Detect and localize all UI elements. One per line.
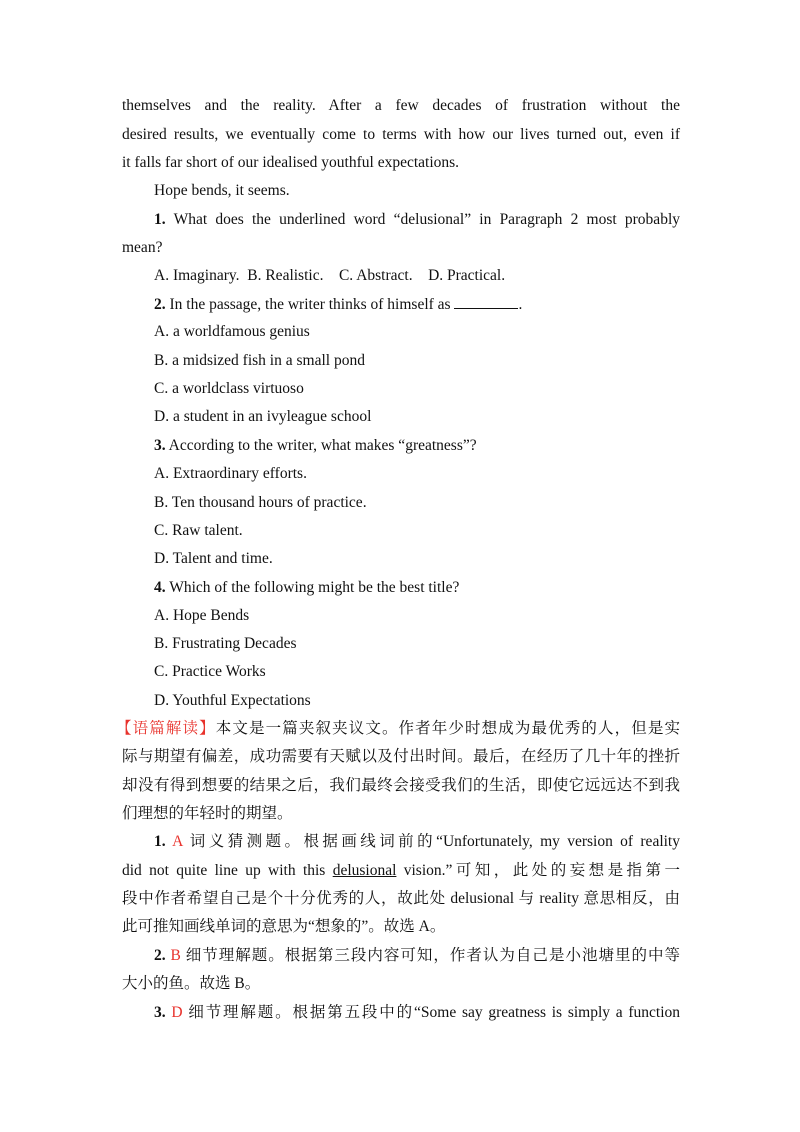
passage-line: Hope bends, it seems. — [154, 182, 290, 199]
answer-number: 3. — [154, 1004, 166, 1021]
option: C. a worldclass virtuoso — [154, 380, 304, 397]
option: D. a student in an ivyleague school — [154, 408, 372, 425]
question-number: 3. — [154, 437, 166, 454]
question-text: Which of the following might be the best title? — [169, 579, 460, 596]
answer-text: 细节理解题。根据第三段内容可知，作者认为自己是小池塘里的中等 — [185, 947, 681, 964]
question-text-end: . — [518, 296, 523, 313]
question-text: In the passage, the writer thinks of himself as — [169, 296, 451, 313]
option: B. a midsized fish in a small pond — [154, 352, 365, 369]
option: C. Practice Works — [154, 663, 266, 680]
answer-2-line: 大小的鱼。故选 B。 — [122, 975, 261, 992]
analysis-text: 本文是一篇夹叙夹议文。作者年少时想成为最优秀的人，但是实 — [215, 720, 680, 737]
answer-letter: D — [171, 1004, 183, 1021]
option: A. Extraordinary efforts. — [154, 465, 307, 482]
question-3-stem — [154, 436, 680, 456]
analysis-line: 们理想的年轻时的期望。 — [122, 805, 293, 822]
passage-line: it falls far short of our idealised youthful expectations. — [122, 154, 460, 171]
passage-line: desired results, we eventually come to terms with how our lives turned out, even if — [122, 126, 680, 143]
question-text: What does the underlined word “delusional” in Paragraph 2 most probably — [173, 211, 680, 228]
option: D. Youthful Expectations — [154, 692, 311, 709]
option: D. Talent and time. — [154, 550, 273, 567]
question-1-options: A. Imaginary. B. Realistic. C. Abstract. D. Practical. — [154, 267, 506, 284]
answer-2-line — [154, 946, 680, 966]
question-number: 2. — [154, 296, 166, 313]
question-1-stem — [154, 210, 680, 230]
analysis-line: 际与期望有偏差，成功需要有天赋以及付出时间。最后，在经历了几十年的挫折 — [122, 748, 680, 765]
answer-number: 1. — [154, 833, 166, 850]
answer-1-line — [154, 832, 680, 852]
answer-1-line: 段中作者希望自己是个十分优秀的人，故此处 delusional 与 reality 意思相反，由 — [122, 890, 680, 907]
question-1-stem-cont: mean? — [122, 239, 163, 256]
analysis-line: 却没有得到想要的结果之后，我们最终会接受我们的生活，即使它远远达不到我 — [122, 777, 680, 794]
answer-text: 词义猜测题。根据画线词前的“Unfortunately, my version of reality — [189, 833, 680, 850]
question-number: 4. — [154, 579, 166, 596]
question-4-stem — [154, 578, 680, 598]
option: A. a worldfamous genius — [154, 323, 310, 340]
question-number: 1. — [154, 211, 166, 228]
analysis-label: 【语篇解读】 — [116, 720, 216, 737]
answer-letter: A — [172, 833, 183, 850]
answer-3-line — [154, 1003, 680, 1023]
question-2-stem — [154, 294, 680, 315]
answer-number: 2. — [154, 947, 166, 964]
answer-1-line: 此可推知画线单词的意思为“想象的”。故选 A。 — [122, 918, 446, 935]
option: A. Hope Bends — [154, 607, 250, 624]
answer-text: did not quite line up with this — [122, 862, 333, 879]
answer-text: vision.”可知，此处的妄想是指第一 — [396, 862, 680, 879]
underlined-word: delusional — [332, 862, 397, 879]
option: C. Raw talent. — [154, 522, 243, 539]
answer-blank — [454, 294, 518, 309]
answer-text: 细节理解题。根据第五段中的“Some say greatness is simply a function — [188, 1004, 681, 1021]
answer-letter: B — [170, 947, 181, 964]
question-text: According to the writer, what makes “greatness”? — [168, 437, 477, 454]
answer-1-line — [122, 861, 680, 881]
option: B. Ten thousand hours of practice. — [154, 494, 367, 511]
analysis-line — [116, 719, 680, 739]
passage-line: themselves and the reality. After a few decades of frustration without the — [122, 97, 680, 114]
option: B. Frustrating Decades — [154, 635, 297, 652]
